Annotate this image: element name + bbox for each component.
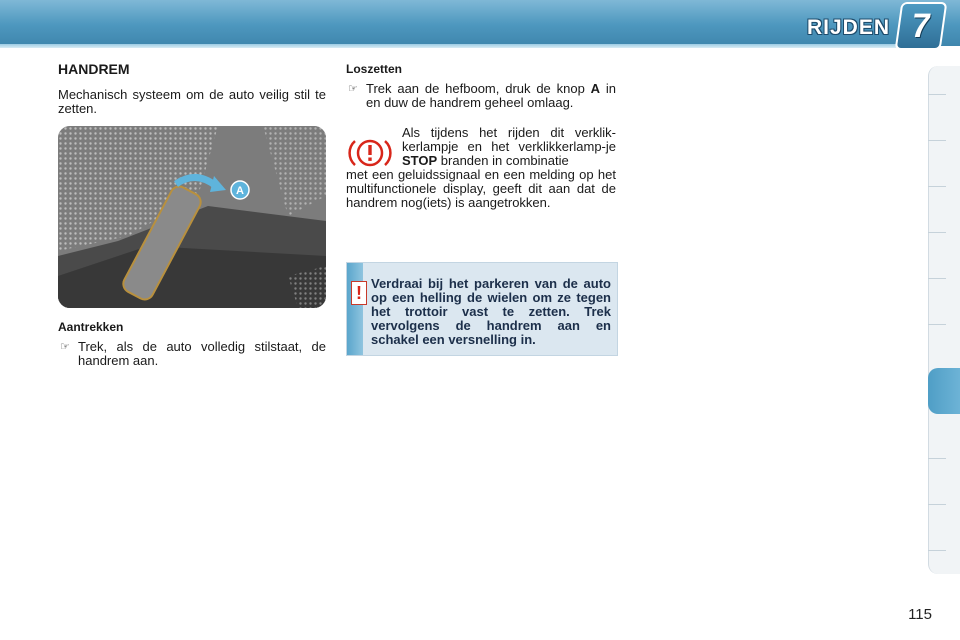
- intro-text: Mechanisch systeem om de auto veilig stil te zetten.: [58, 87, 326, 116]
- pointing-hand-icon: ☞: [60, 341, 70, 353]
- right-column: [346, 62, 616, 210]
- release-heading: Loszetten: [346, 62, 403, 76]
- chapter-title: RIJDEN: [806, 16, 890, 39]
- warning-text-2: branden in combinatie: [437, 153, 569, 168]
- handbrake-illustration: [58, 126, 326, 308]
- release-text-2: in en duw de handrem geheel omlaag.: [366, 81, 616, 110]
- warning-text-1: Als tijdens het rijden dit verklik-kerlampje en het verklikkerlamp-je: [402, 125, 616, 154]
- apply-section: [58, 320, 326, 368]
- chapter-number-badge: 7: [895, 2, 948, 50]
- tab-divider: [928, 458, 946, 459]
- left-column: [58, 62, 326, 116]
- note-accent-bar: [347, 263, 363, 355]
- warning-block: [346, 126, 616, 210]
- release-bullet: [346, 82, 616, 110]
- warning-text-top: [402, 126, 616, 168]
- tab-divider: [928, 504, 946, 505]
- apply-bullet: [58, 340, 326, 368]
- tab-divider: [928, 140, 946, 141]
- tab-strip-background: [928, 66, 960, 574]
- warning-text-3: met een geluidssignaal en een melding op het multifunctionele display, geeft dit aan dat de handrem nog(iets) is aangetrokken.: [346, 167, 616, 210]
- release-text-bold: A: [590, 81, 601, 96]
- parking-note-box: [346, 262, 618, 356]
- apply-text: Trek, als de auto volledig stilstaat, de handrem aan.: [78, 339, 326, 368]
- tab-divider: [928, 94, 946, 95]
- release-text-1: Trek aan de hefboom, druk de knop: [366, 81, 591, 96]
- tab-divider: [928, 186, 946, 187]
- tab-divider: [928, 232, 946, 233]
- pointing-hand-icon: ☞: [348, 83, 358, 95]
- exclamation-icon: !: [351, 281, 367, 305]
- callout-a-label: A: [236, 185, 244, 197]
- warning-stop-label: STOP: [402, 153, 438, 168]
- page-number: 115: [908, 606, 932, 623]
- chapter-tab-strip: [928, 66, 960, 574]
- section-title: HANDREM: [58, 61, 130, 77]
- brake-warning-icon: [346, 136, 394, 170]
- chapter-tab-active[interactable]: [928, 368, 960, 414]
- header-accent-line: [0, 44, 900, 48]
- tab-divider: [928, 324, 946, 325]
- handbrake-photo: [58, 126, 326, 308]
- note-text: Verdraai bij het parkeren van de auto op een helling de wielen om ze tegen het trottoir vast te zetten. Trek vervolgens de handrem aan en schakel een versnelling in.: [371, 276, 611, 347]
- tab-divider: [928, 550, 946, 551]
- apply-heading: Aantrekken: [58, 320, 124, 334]
- tab-divider: [928, 278, 946, 279]
